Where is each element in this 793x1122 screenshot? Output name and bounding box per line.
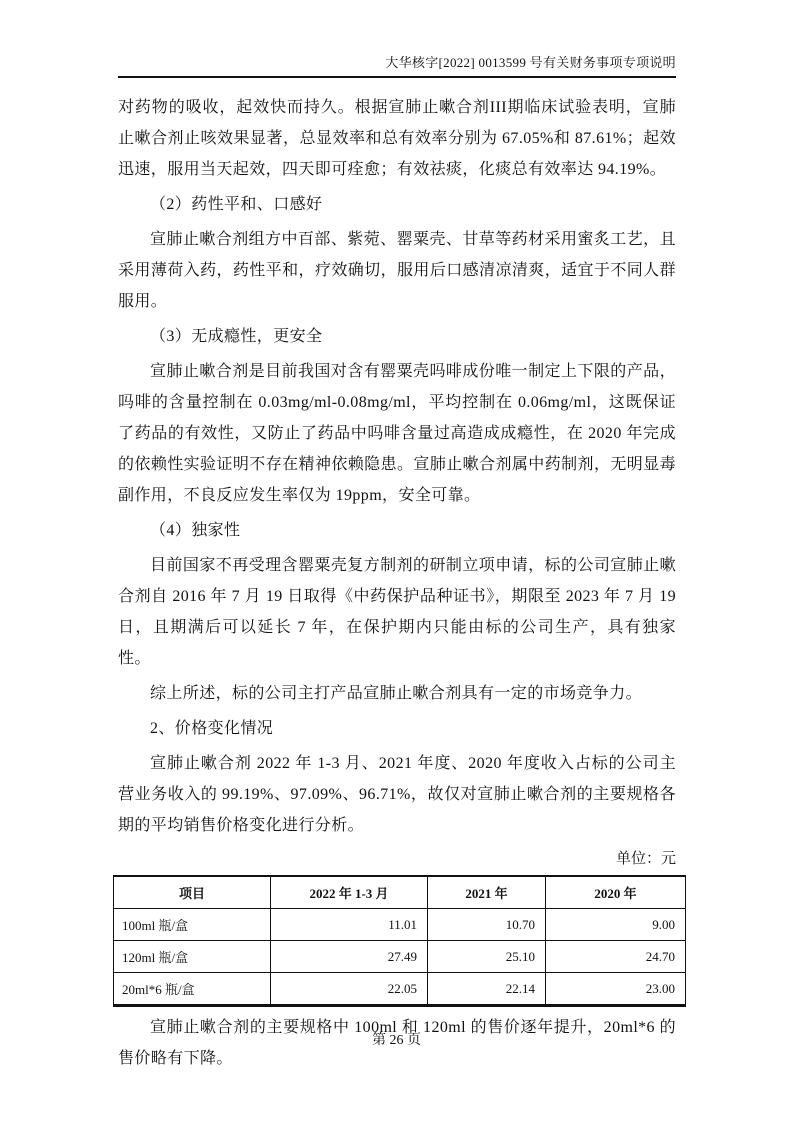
page-header bbox=[118, 54, 676, 78]
table-row bbox=[114, 941, 686, 973]
page-footer bbox=[0, 1031, 793, 1051]
cell-120ml-2022: 27.49 bbox=[271, 941, 428, 973]
paragraph-revenue-share: 宣肺止嗽合剂 2022 年 1-3 月、2021 年度、2020 年度收入占标的公司主营业务收入的 99.19%、97.09%、96.71%，故仅对宣肺止嗽合剂的主要规格各期的平均销售价格变化进行分析。 bbox=[118, 755, 676, 834]
row-label-120ml: 120ml 瓶/盒 bbox=[114, 941, 271, 973]
header-title: 大华核字[2022] 0013599 号有关财务事项专项说明 bbox=[385, 55, 676, 70]
paragraph-safety: 宣肺止嗽合剂是目前我国对含有罂粟壳吗啡成份唯一制定上下限的产品，吗啡的含量控制在 0.03mg/ml-0.08mg/ml，平均控制在 0.06mg/ml，这既保证了药品的有效性，又防止了药品中吗啡含量过高造成成瘾性，在 2020 年完成的依赖性实验证明不存在精神依赖隐患。宣肺止嗽合剂属中药制剂，无明显毒副作用，不良反应发生率仅为 19ppm，安全可靠。 bbox=[118, 363, 676, 504]
document-content bbox=[118, 92, 676, 1074]
paragraph-exclusivity: 目前国家不再受理含罂粟壳复方制剂的研制立项申请，标的公司宣肺止嗽合剂自 2016 年 7 月 19 日取得《中药保护品种证书》，期限至 2023 年 7 月 19 日，且期满后可以延长 7 年，在保护期内只能由标的公司生产，具有独家性。 bbox=[118, 557, 676, 667]
price-table-header-row bbox=[114, 876, 686, 909]
cell-20ml6-2022: 22.05 bbox=[271, 973, 428, 1006]
cell-20ml6-2020: 23.00 bbox=[546, 973, 686, 1006]
heading-price-change: 2、价格变化情况 bbox=[150, 720, 274, 737]
heading-taste: （2）药性平和、口感好 bbox=[150, 196, 323, 213]
row-label-20ml6: 20ml*6 瓶/盒 bbox=[114, 973, 271, 1006]
heading-exclusivity: （4）独家性 bbox=[150, 522, 241, 539]
table-row bbox=[114, 909, 686, 941]
paragraph-price-trend: 宣肺止嗽合剂的主要规格中 100ml 和 120ml 的售价逐年提升，20ml*6 的售价略有下降。 bbox=[118, 1019, 676, 1067]
price-table-header-2022: 2022 年 1-3 月 bbox=[271, 876, 428, 909]
price-table-header-2020: 2020 年 bbox=[546, 876, 686, 909]
cell-100ml-2021: 10.70 bbox=[428, 909, 546, 941]
heading-safety: （3）无成瘾性，更安全 bbox=[150, 328, 323, 345]
price-table-header-2021: 2021 年 bbox=[428, 876, 546, 909]
table-row bbox=[114, 973, 686, 1006]
row-label-100ml: 100ml 瓶/盒 bbox=[114, 909, 271, 941]
paragraph-conclusion: 综上所述，标的公司主打产品宣肺止嗽合剂具有一定的市场竞争力。 bbox=[150, 685, 643, 702]
page-number: 第 26 页 bbox=[372, 1033, 421, 1048]
paragraph-mildness: 宣肺止嗽合剂组方中百部、紫菀、罂粟壳、甘草等药材采用蜜炙工艺，且采用薄荷入药，药性平和，疗效确切，服用后口感清凉清爽，适宜于不同人群服用。 bbox=[118, 231, 676, 310]
cell-20ml6-2021: 22.14 bbox=[428, 973, 546, 1006]
price-table bbox=[113, 875, 686, 1007]
cell-120ml-2021: 25.10 bbox=[428, 941, 546, 973]
paragraph-continuation: 对药物的吸收，起效快而持久。根据宣肺止嗽合剂III期临床试验表明，宣肺止嗽合剂止咳效果显著，总显效率和总有效率分别为 67.05%和 87.61%；起效迅速，服用当天起效，四天即可痊愈；有效祛痰，化痰总有效率达 94.19%。 bbox=[118, 99, 676, 178]
cell-120ml-2020: 24.70 bbox=[546, 941, 686, 973]
unit-label: 单位：元 bbox=[615, 851, 676, 867]
cell-100ml-2022: 11.01 bbox=[271, 909, 428, 941]
price-table-header-item: 项目 bbox=[114, 876, 271, 909]
cell-100ml-2020: 9.00 bbox=[546, 909, 686, 941]
